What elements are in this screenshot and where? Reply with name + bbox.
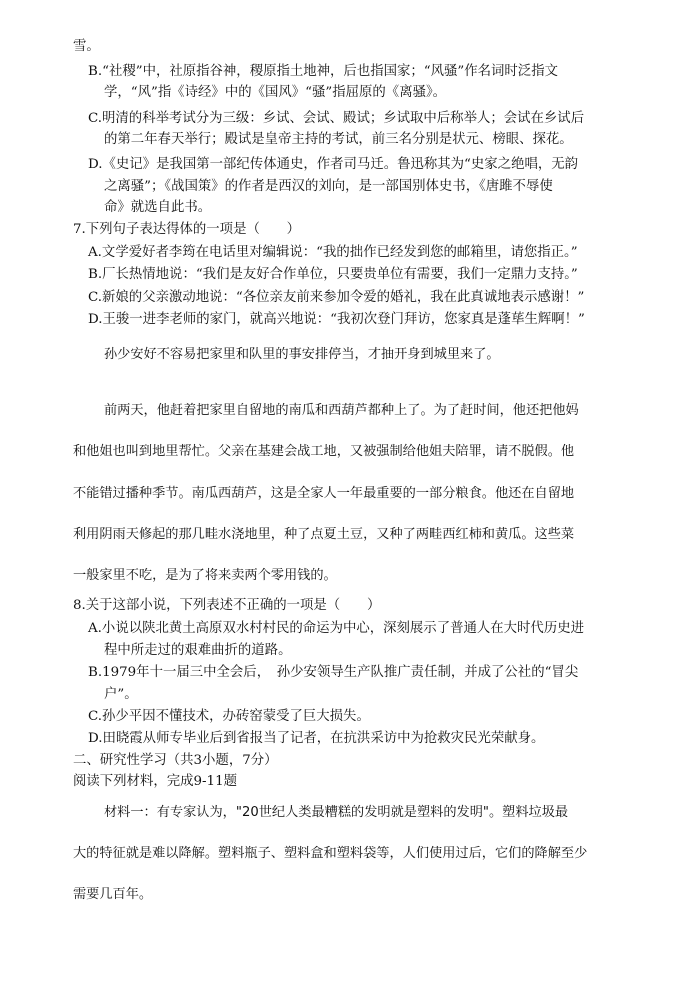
q8-option-d: D.田晓霞从师专毕业后到省报当了记者，在抗洪采访中为抢救灾民光荣献身。 [88,731,545,746]
novel-excerpt-line: 不能错过播种季节。南瓜西葫芦，这是全家人一年最重要的一部分粮食。他还在自留地 [73,486,575,501]
option-c-line: 的第二年春天举行；殿试是皇帝主持的考试，前三名分别是状元、榜眼、探花。 [104,132,573,147]
question-8-stem: 8.关于这部小说，下列表述不正确的一项是（ ） [73,598,381,613]
q8-option-b: B.1979年十一届三中全会后， 孙少安领导生产队推广责任制，并成了公社的“冒尖 [88,665,579,680]
novel-excerpt-line: 一般家里不吃，是为了将来卖两个零用钱的。 [73,568,337,583]
option-b-line: 学，“风”指《诗经》中的《国风》“骚”指屈原的《离骚》。 [104,85,447,100]
option-d-line: D.《史记》是我国第一部纪传体通史，作者司马迁。鲁迅称其为“史家之绝唱，无韵 [88,157,579,172]
q8-option-a: A.小说以陕北黄土高原双水村村民的命运为中心，深刻展示了普通人在大时代历史进 [88,621,584,636]
novel-excerpt-line: 利用阴雨天修起的那几畦水浇地里，种了点夏土豆，又种了两畦西红柿和黄瓜。这些菜 [73,527,575,542]
q8-option-a: 程中所走过的艰难曲折的道路。 [104,643,292,658]
section-heading: 二、研究性学习（共3小题，7分） [73,753,278,768]
novel-excerpt-line: 前两天，他赶着把家里自留地的南瓜和西葫芦都种上了。为了赶时间，他还把他妈 [104,403,579,418]
q7-option-b: B.厂长热情地说：“我们是友好合作单位，只要贵单位有需要，我们一定鼎力支持。” [88,267,578,282]
option-b-line: B.“社稷”中，社原指谷神，稷原指土地神，后也指国家；“风骚”作名词时泛指文 [88,64,558,79]
option-d-line: 命》就选自此书。 [104,200,212,215]
reading-instruction: 阅读下列材料，完成9-11题 [73,774,237,789]
q7-option-c: C.新娘的父亲激动地说：“各位亲友前来参加令爱的婚礼，我在此真诚地表示感谢！” [88,290,585,305]
material-one-line: 材料一：有专家认为，"20世纪人类最糟糕的发明就是塑料的发明"。塑料垃圾最 [104,805,569,820]
q8-option-c: C.孙少平因不懂技术，办砖窑蒙受了巨大损失。 [88,709,370,724]
option-d-line: 之离骚”；《战国策》的作者是西汉的刘向，是一部国别体史书，《唐雎不辱使 [104,179,553,194]
text-line: 雪。 [73,39,100,54]
q7-option-a: A.文学爱好者李筠在电话里对编辑说：“我的拙作已经发到您的邮箱里，请您指正。” [88,245,578,260]
question-7-stem: 7.下列句子表达得体的一项是（ ） [73,222,301,237]
q8-option-b: 户”。 [104,687,138,702]
novel-excerpt-line: 和他姐也叫到地里帮忙。父亲在基建会战工地，又被强制给他姐夫陪罪，请不脱假。他 [73,444,575,459]
option-c-line: C.明清的科举考试分为三级：乡试、会试、殿试；乡试取中后称举人；会试在乡试后 [88,111,585,126]
novel-excerpt-line: 孙少安好不容易把家里和队里的事安排停当，才抽开身到城里来了。 [104,347,500,362]
q7-option-d: D.王骏一进李老师的家门，就高兴地说：“我初次登门拜访，您家真是蓬荜生辉啊！” [88,312,585,327]
material-one-line: 需要几百年。 [73,887,153,902]
material-one-line: 大的特征就是难以降解。塑料瓶子、塑料盒和塑料袋等，人们使用过后，它们的降解至少 [73,846,588,861]
